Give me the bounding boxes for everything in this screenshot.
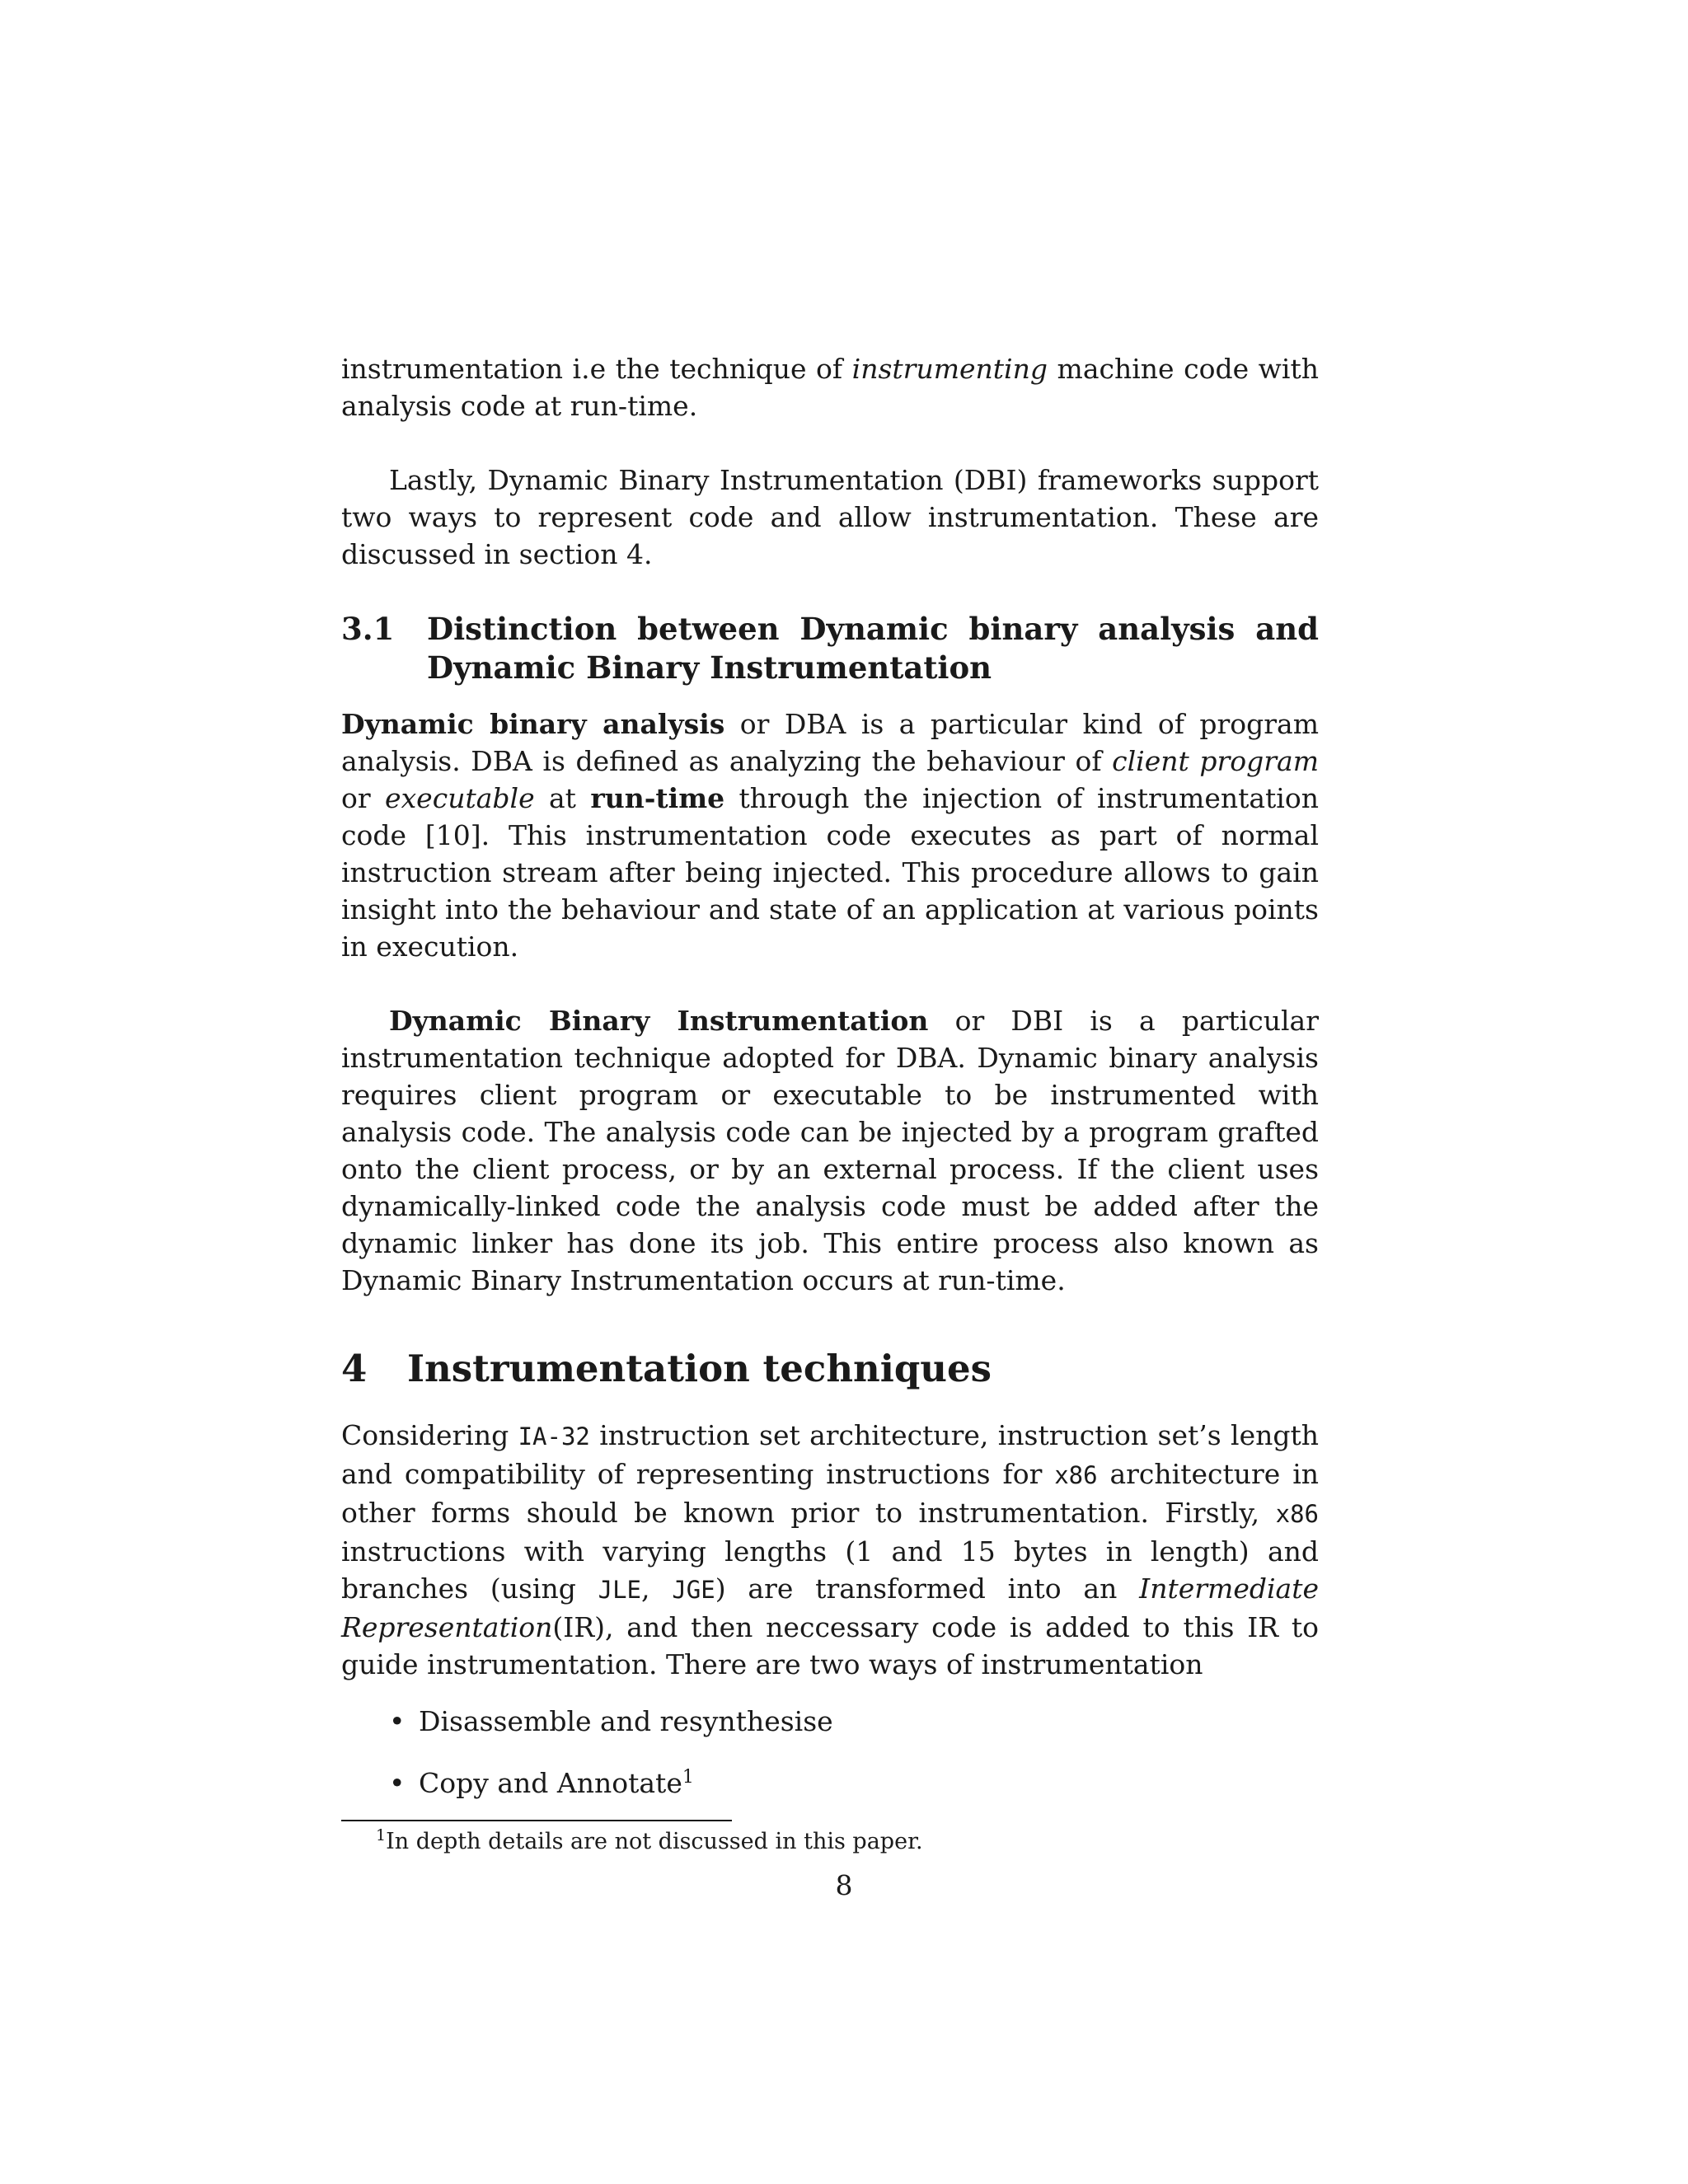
subsection-title: Distinction between Dynamic binary analysis and Dynamic Binary Instrumentation [427,611,1319,686]
paragraph-dba: Dynamic binary analysis or DBA is a particular kind of program analysis. DBA is defined as analyzing the behaviour of client program or executable at run-time through the injection of instrumentation code [10]. This instrumentation code executes as part of normal instruction stream after being injected. This procedure allows to gain insight into the behaviour and state of an application at various points in execution. [341,708,1319,963]
paragraph-dbi-frameworks: Lastly, Dynamic Binary Instrumentation (DBI) frameworks support two ways to represent code and allow instrumentation. These are discussed in section 4. [341,464,1319,570]
bullet-icon: • [389,1767,406,1799]
section-heading [341,1344,1319,1394]
section-title: Instrumentation techniques [407,1347,992,1390]
section-number: 4 [341,1347,368,1390]
paragraph-intro: instrumentation i.e the technique of instrumenting machine code with analysis code at run-time. [341,353,1319,422]
footnote: $^1$In depth details are not discussed in this paper. [376,1826,923,1854]
page-body [341,350,1319,1858]
subsection-heading [341,610,1319,687]
emphasis-instrumenting: instrumenting [851,353,1048,385]
footnote-mark[interactable]: 1 [682,1767,694,1788]
list-item: • Copy and Annotate$^1$ [341,1765,1319,1802]
list-item: • Disassemble and resynthesise [341,1703,1319,1740]
footnote-rule [341,1820,732,1821]
page-number: 8 [835,1869,853,1901]
subsection-number: 3.1 [341,611,395,647]
paragraph-techniques: Considering IA-32 instruction set architecture, instruction set’s length and compatibility of representing instructions for x86 architecture in other forms should be known prior to instrumentation. Firstly, x86 instructions with varying lengths (1 and 15 bytes in length) and branches (using JLE, JGE) are transformed into an Intermediate Representation(IR), and then neccessary code is added to this IR to guide instrumentation. There are two ways of instrumentation [341,1419,1319,1680]
paragraph-dbi: Dynamic Binary Instrumentation or DBI is a particular instrumentation technique adopted for DBA. Dynamic binary analysis requires client program or executable to be instrumented with analysis code. The analysis code can be injected by a program grafted onto the client process, or by an external process. If the client uses dynamically-linked code the analysis code must be added after the dynamic linker has done its job. This entire process also known as Dynamic Binary Instrumentation occurs at run-time. [341,1005,1319,1296]
technique-list [341,1703,1319,1802]
bullet-icon: • [389,1705,406,1737]
